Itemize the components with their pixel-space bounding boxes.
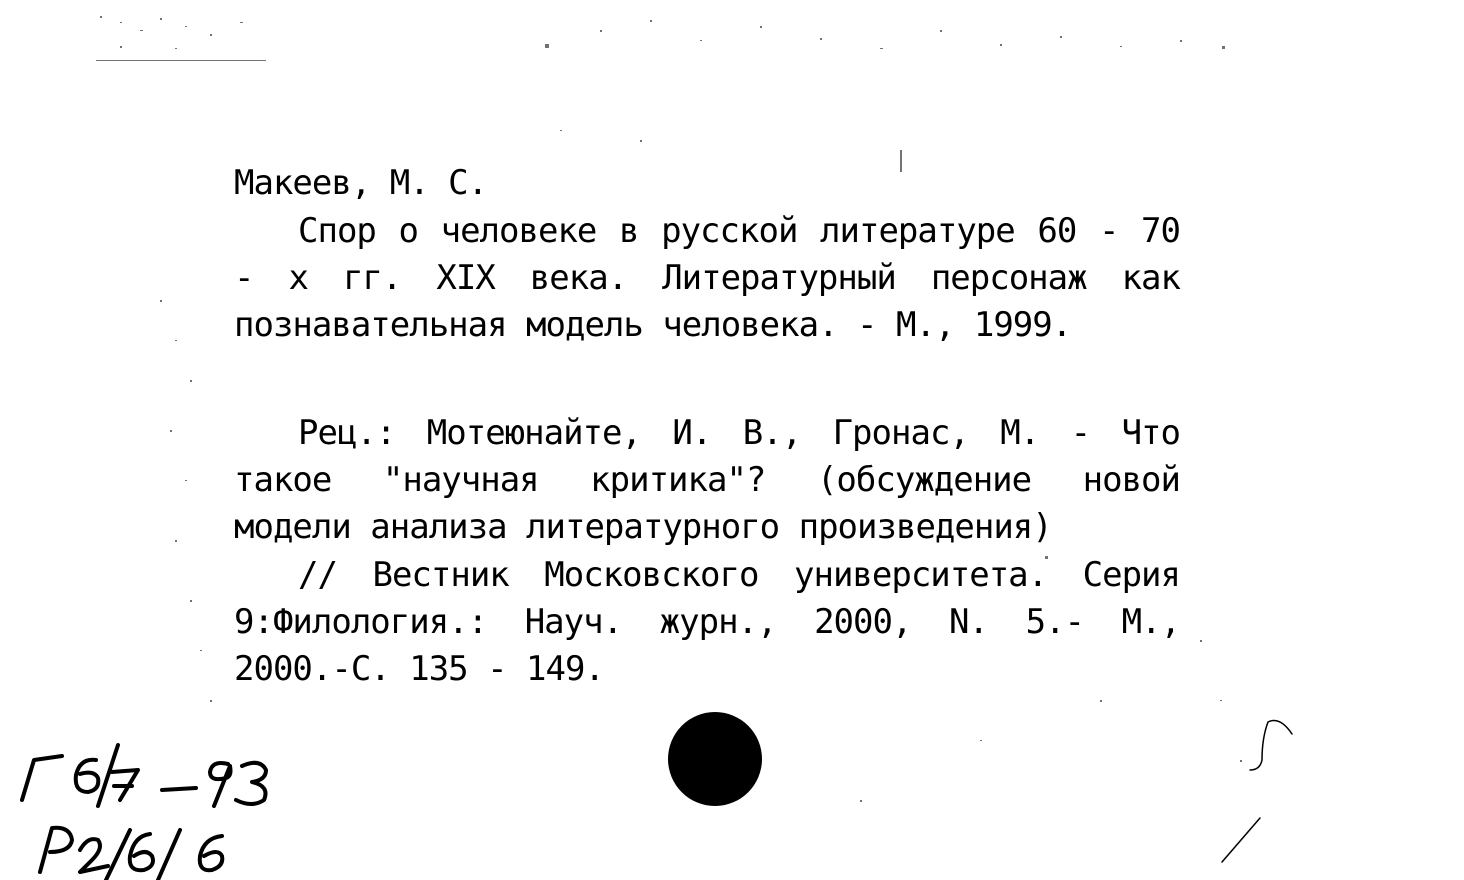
card-author: Макеев, М. С. xyxy=(234,163,488,203)
card-title-entry: Спор о человеке в русской литературе 60 - 70 - х гг. XIX века. Литературный персонаж как познавательная модель человека. - М., 1999. xyxy=(234,211,1180,345)
card-review-line: Рец.: Мотеюнайте, И. В., Гронас, М. - Что такое "научная критика"? (обсуждение новой модели анализа литературного произведения) xyxy=(234,413,1180,547)
card-source-line: // Вестник Московского университета. Серия 9:Филология.: Науч. журн., 2000, N. 5.- М., 2000.-С. 135 - 149. xyxy=(234,555,1180,689)
